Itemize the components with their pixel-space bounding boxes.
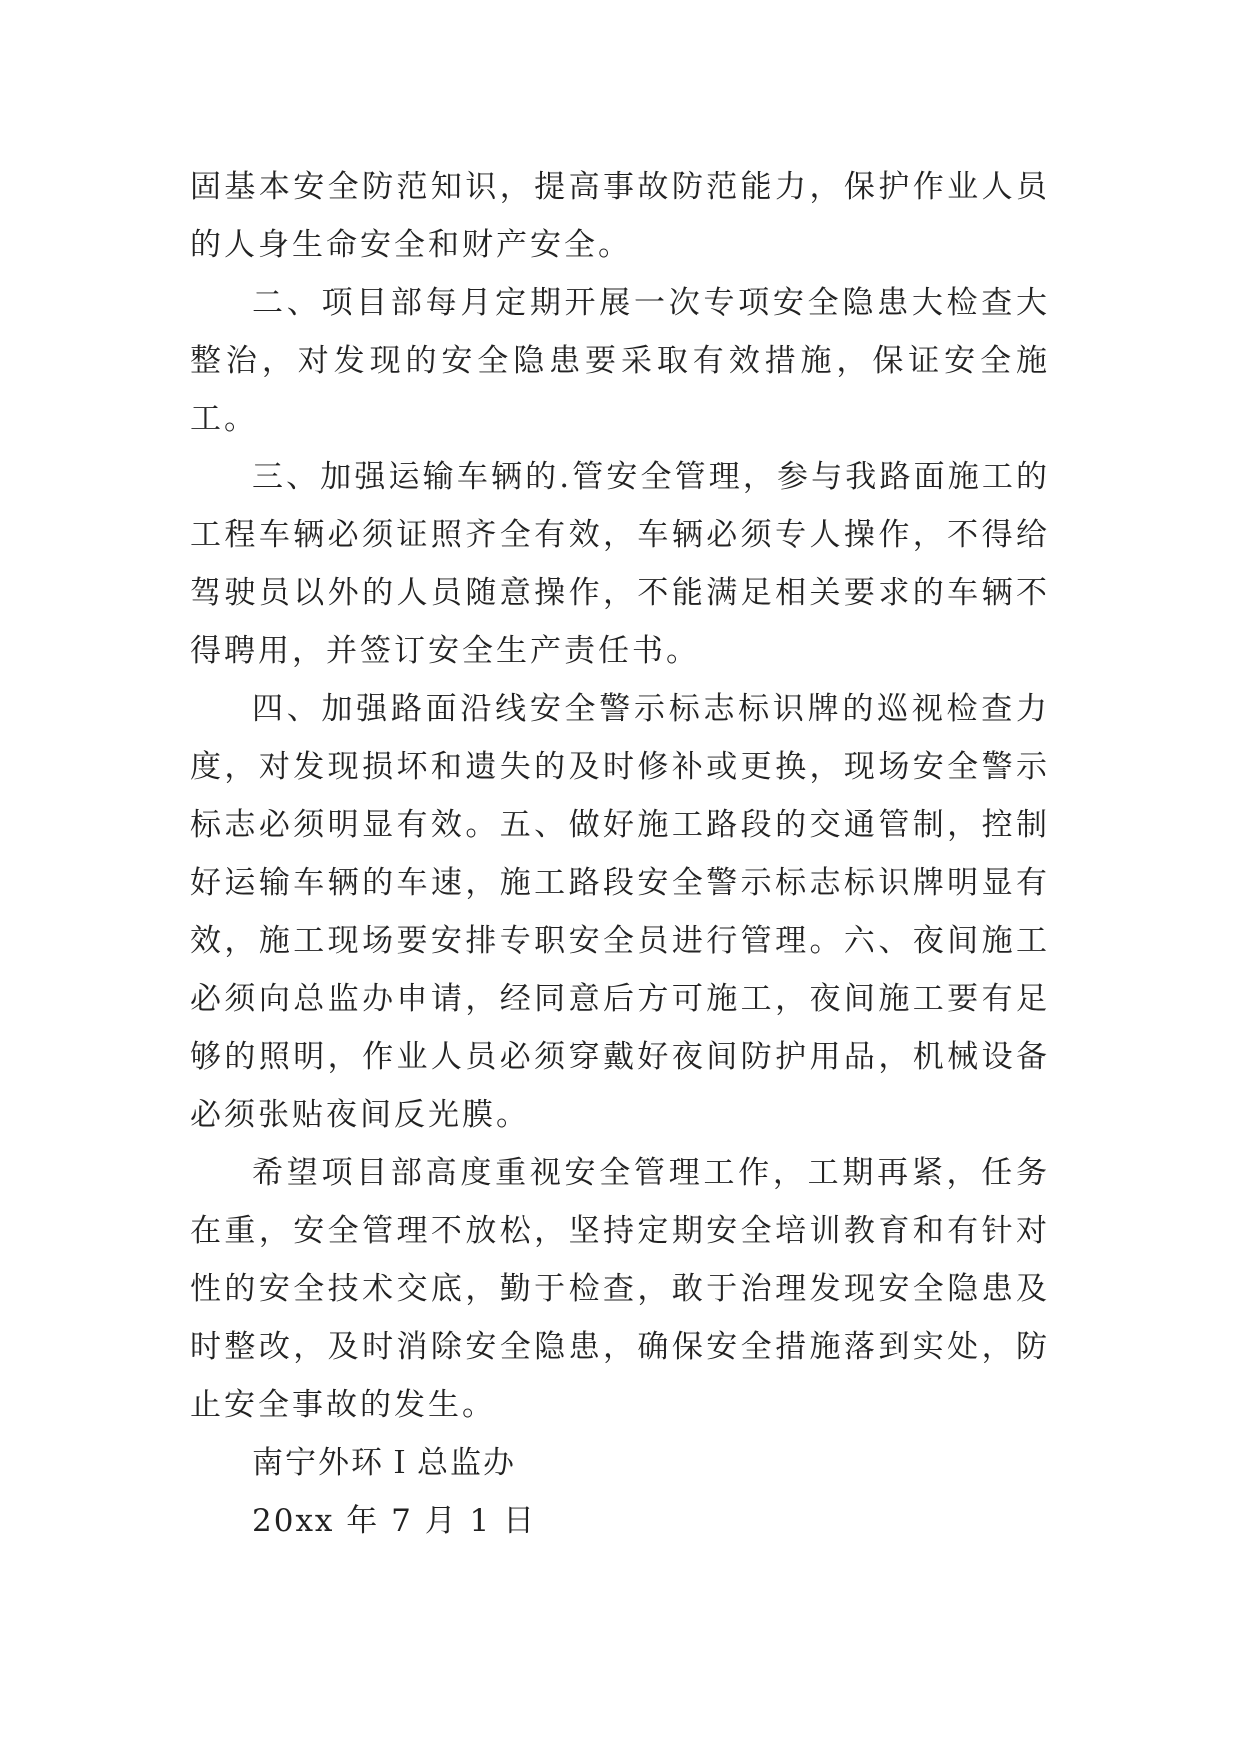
paragraph-continuation: 固基本安全防范知识，提高事故防范能力，保护作业人员的人身生命安全和财产安全。 (190, 169, 1050, 263)
paragraph-item-2: 二、项目部每月定期开展一次专项安全隐患大检查大整治，对发现的安全隐患要采取有效措施，保证安全施工。 (190, 285, 1050, 437)
signature-office: 南宁外环Ｉ总监办 (252, 1445, 516, 1481)
paragraph-closing: 希望项目部高度重视安全管理工作，工期再紧，任务在重，安全管理不放松，坚持定期安全培训教育和有针对性的安全技术交底，勤于检查，敢于治理发现安全隐患及时整改，及时消除安全隐患，确保安全措施落到实处，防止安全事故的发生。 (190, 1155, 1050, 1423)
signature-date: 20xx 年 7 月 1 日 (252, 1503, 537, 1539)
document-body (190, 158, 1050, 1550)
paragraph-item-4: 四、加强路面沿线安全警示标志标识牌的巡视检查力度，对发现损坏和遗失的及时修补或更换，现场安全警示标志必须明显有效。五、做好施工路段的交通管制，控制好运输车辆的车速，施工路段安全警示标志标识牌明显有效，施工现场要安排专职安全员进行管理。六、夜间施工必须向总监办申请，经同意后方可施工，夜间施工要有足够的照明，作业人员必须穿戴好夜间防护用品，机械设备必须张贴夜间反光膜。 (190, 691, 1050, 1133)
paragraph-item-3: 三、加强运输车辆的.管安全管理，参与我路面施工的工程车辆必须证照齐全有效，车辆必须专人操作，不得给驾驶员以外的人员随意操作，不能满足相关要求的车辆不得聘用，并签订安全生产责任书。 (190, 459, 1050, 669)
